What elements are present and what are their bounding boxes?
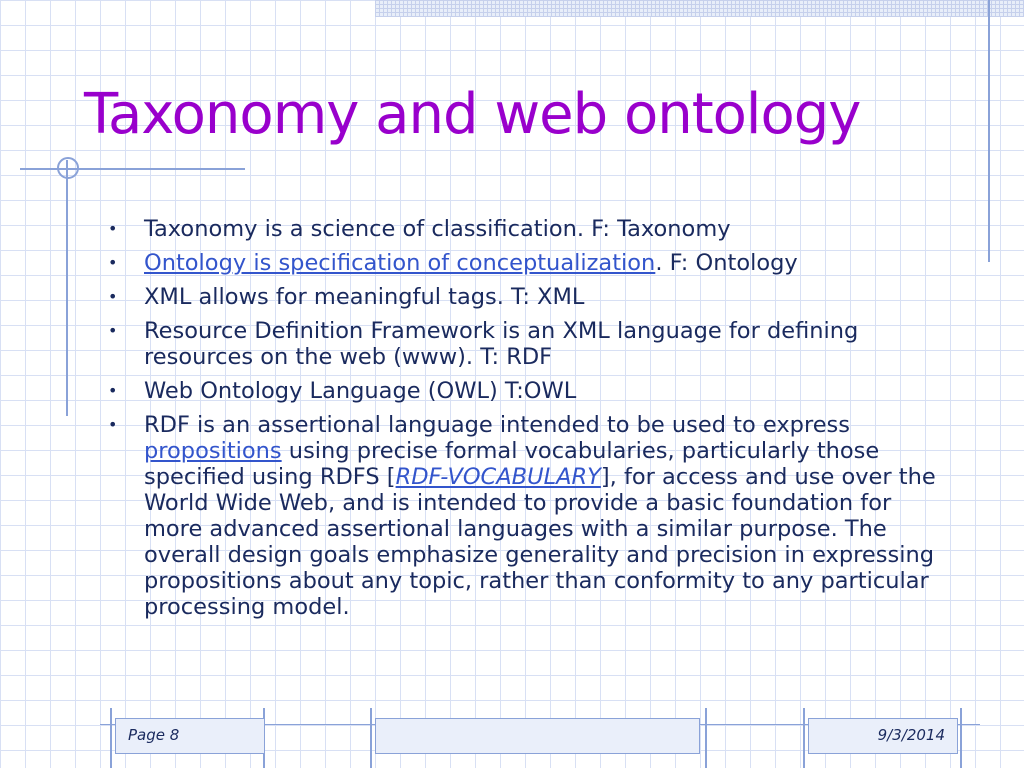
- right-vertical-rule: [988, 0, 990, 262]
- list-item: [108, 216, 948, 242]
- bullet-text: ], for access and use over the World Wide Web, and is intended to provide a basic foundation for more advanced assertional languages with a similar purpose. The overall design goals emphasize generality and precision in expressing propositions about any topic, rather than conformity to any particular processing model.: [144, 464, 936, 620]
- bullet-text: XML allows for meaningful tags. T: XML: [144, 284, 585, 310]
- rdf-vocabulary-link[interactable]: RDF-VOCABULARY: [395, 464, 601, 490]
- bullet-dot-icon: •: [108, 287, 118, 306]
- bullet-text: . F: Ontology: [655, 250, 798, 276]
- bullet-dot-icon: •: [108, 253, 118, 272]
- list-item: [108, 284, 948, 310]
- bullet-dot-icon: •: [108, 415, 118, 434]
- list-item: [108, 412, 948, 620]
- bullet-text: Taxonomy is a science of classification. F: Taxonomy: [144, 216, 731, 242]
- bullet-dot-icon: •: [108, 321, 118, 340]
- footer-date: 9/3/2014: [808, 718, 958, 754]
- footer-rule: [110, 708, 112, 768]
- list-item: [108, 318, 948, 370]
- bullet-text: Resource Definition Framework is an XML language for defining resources on the web (www). T: RDF: [144, 318, 859, 370]
- footer-rule: [803, 708, 805, 768]
- crosshair-circle-icon: [55, 155, 81, 181]
- bullet-text: Web Ontology Language (OWL) T:OWL: [144, 378, 577, 404]
- bullet-text: using precise formal vocabularies, particularly those specified using RDFS [: [144, 438, 880, 490]
- list-item: [108, 378, 948, 404]
- footer-page-number: Page 8: [115, 718, 265, 754]
- list-item: [108, 250, 948, 276]
- footer-rule: [370, 708, 372, 768]
- bullet-text: RDF is an assertional language intended to be used to express: [144, 412, 851, 438]
- slide-title: Taxonomy and web ontology: [84, 82, 861, 147]
- bullet-list: [108, 216, 948, 628]
- ontology-link[interactable]: Ontology is specification of conceptualization: [144, 250, 656, 276]
- title-underline-rule: [20, 168, 245, 170]
- footer-rule: [705, 708, 707, 768]
- footer-center-box: [375, 718, 700, 754]
- top-pattern-band: [375, 0, 1024, 17]
- propositions-link[interactable]: propositions: [144, 438, 282, 464]
- left-vertical-rule: [66, 160, 68, 416]
- bullet-dot-icon: •: [108, 381, 118, 400]
- footer-rule: [960, 708, 962, 768]
- bullet-dot-icon: •: [108, 219, 118, 238]
